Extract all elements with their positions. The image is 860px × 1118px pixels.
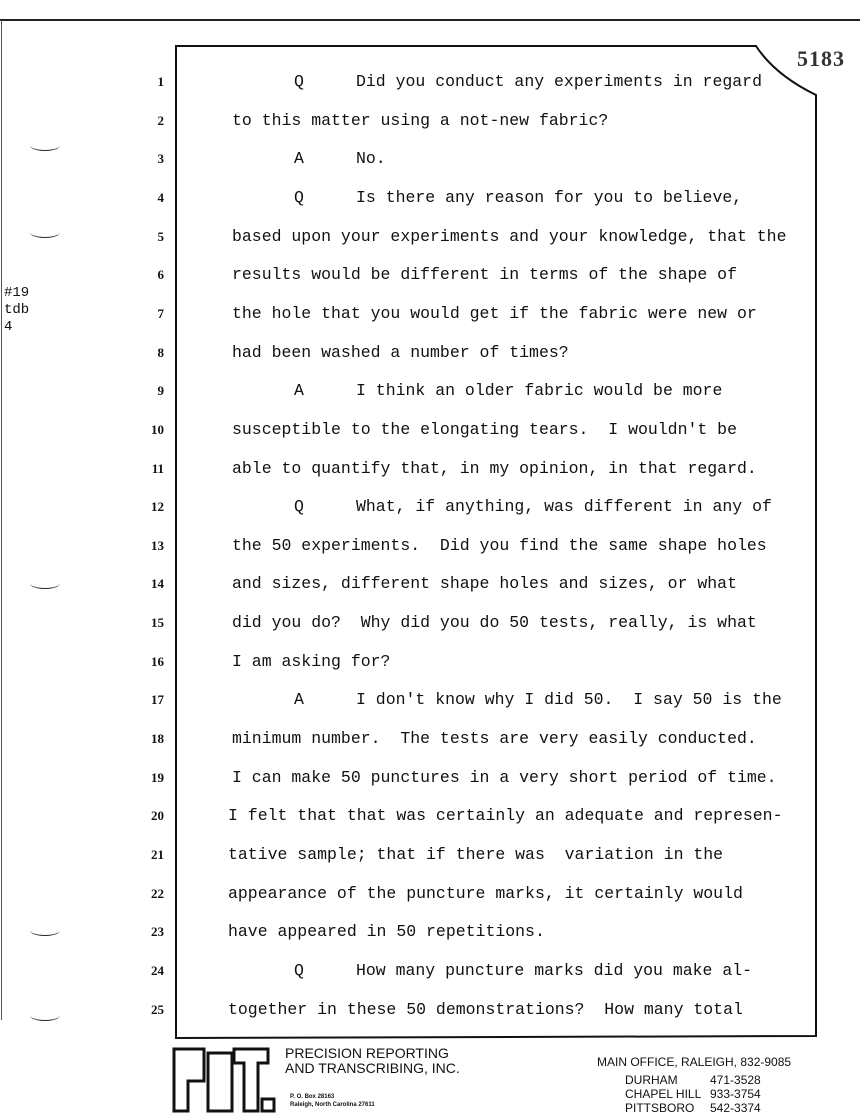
line-number: 2 [157, 112, 164, 128]
line-text: and sizes, different shape holes and sizes, or what [232, 574, 737, 594]
line-text: susceptible to the elongating tears. I wouldn't be [232, 419, 737, 439]
line-text: together in these 50 demonstrations? How many total [228, 999, 743, 1019]
main-office: MAIN OFFICE, RALEIGH, 832-9085 [597, 1055, 792, 1069]
line-number: 11 [151, 460, 164, 476]
speaker-label: Q [294, 72, 304, 91]
office-phone: 933-3754 [710, 1087, 761, 1101]
line-text: Did you conduct any experiments in regard [356, 72, 762, 91]
line-number: 15 [151, 615, 164, 631]
line-text: appearance of the puncture marks, it certainly would [228, 883, 743, 903]
line-text: I think an older fabric would be more [356, 381, 723, 401]
line-number: 7 [157, 305, 164, 321]
address-line-1: P. O. Box 28163 [290, 1094, 335, 1100]
line-text: I felt that that was certainly an adequate and represen- [228, 806, 783, 826]
margin-note: 4 [4, 319, 13, 335]
line-text: the hole that you would get if the fabric were new or [232, 303, 757, 323]
margin-note: tdb [4, 302, 30, 318]
line-text: No. [356, 149, 386, 169]
line-number: 9 [157, 383, 164, 399]
line-text: did you do? Why did you do 50 tests, really, is what [232, 613, 757, 633]
line-text: able to quantify that, in my opinion, in that regard. [232, 458, 757, 478]
line-number: 21 [151, 847, 164, 862]
line-number: 10 [151, 421, 164, 437]
line-number: 17 [151, 692, 164, 708]
line-text: minimum number. The tests are very easily conducted. [232, 729, 757, 749]
line-number: 18 [151, 731, 164, 747]
company-name [285, 1046, 460, 1076]
line-text: How many puncture marks did you make al- [356, 960, 753, 980]
speaker-label: A [294, 381, 304, 401]
line-number: 12 [151, 499, 164, 515]
line-text: results would be different in terms of the shape of [232, 265, 737, 285]
line-text: based upon your experiments and your knowledge, that the [232, 226, 787, 246]
line-number: 24 [151, 962, 164, 978]
address-line-2: Raleigh, North Carolina 27611 [290, 1102, 375, 1108]
line-number: 8 [157, 344, 164, 360]
office-city: CHAPEL HILL [625, 1087, 702, 1101]
company-logo [170, 1045, 276, 1115]
line-number: 14 [151, 576, 164, 592]
line-text: What, if anything, was different in any of [356, 497, 772, 517]
line-text: Is there any reason for you to believe, [356, 187, 743, 207]
line-text: the 50 experiments. Did you find the same shape holes [232, 535, 767, 555]
speaker-label: Q [294, 960, 304, 980]
speaker-label: Q [294, 497, 304, 517]
margin-mark [30, 578, 60, 589]
line-number: 6 [157, 267, 164, 283]
company-address [290, 1093, 375, 1109]
line-number: 25 [151, 1001, 164, 1017]
line-text: to this matter using a not-new fabric? [232, 110, 609, 130]
speaker-label: A [294, 690, 304, 710]
margin-mark [30, 140, 60, 151]
office-city: DURHAM [625, 1073, 678, 1087]
line-text: I can make 50 punctures in a very short period of time. [232, 767, 777, 787]
speaker-label: A [294, 149, 304, 169]
speaker-label: Q [294, 187, 304, 207]
margin-note: #19 [4, 285, 30, 301]
margin-mark [30, 227, 60, 238]
line-text: had been washed a number of times? [232, 342, 569, 362]
line-number: 3 [157, 151, 164, 167]
page-number: 5183 [797, 46, 845, 71]
company-line-2: AND TRANSCRIBING, INC. [285, 1060, 460, 1076]
line-number: 16 [151, 653, 164, 669]
line-text: I don't know why I did 50. I say 50 is the [356, 690, 782, 710]
company-line-1: PRECISION REPORTING [285, 1045, 449, 1061]
line-text: tative sample; that if there was variation in the [228, 845, 724, 864]
line-number: 20 [151, 808, 164, 824]
line-text: I am asking for? [232, 651, 391, 671]
margin-mark [30, 1010, 60, 1021]
line-text: have appeared in 50 repetitions. [228, 922, 545, 942]
line-number: 5 [157, 228, 164, 244]
line-number: 13 [151, 537, 164, 553]
margin-mark [30, 925, 60, 936]
office-phone: 542-3374 [710, 1101, 761, 1115]
line-number: 4 [157, 189, 164, 205]
line-number: 19 [151, 769, 164, 785]
line-number: 22 [151, 885, 164, 901]
office-phone: 471-3528 [710, 1073, 761, 1087]
office-city: PITTSBORO [625, 1101, 695, 1115]
line-number: 23 [151, 924, 164, 940]
line-number: 1 [157, 74, 164, 89]
